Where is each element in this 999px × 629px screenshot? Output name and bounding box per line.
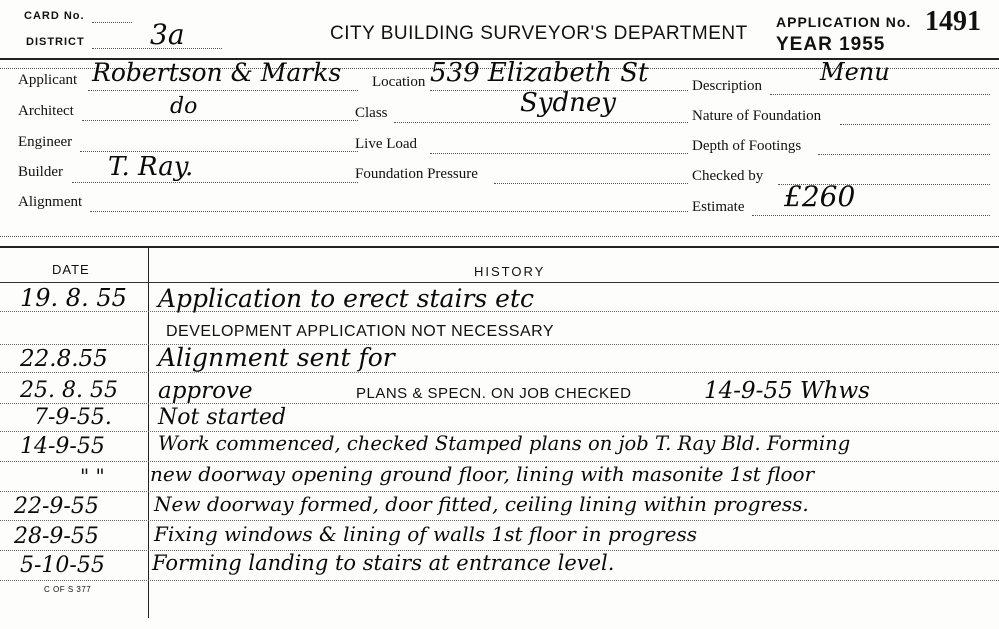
- alignment-line: [90, 211, 358, 212]
- estimate-line: [752, 215, 990, 216]
- history-row-text: approve: [158, 378, 253, 404]
- history-row-text: Work commenced, checked Stamped plans on job T. Ray Bld. Forming: [158, 432, 851, 455]
- date-column-divider: [148, 248, 149, 618]
- alignment-label: Alignment: [18, 194, 83, 210]
- nature-of-foundation-label: Nature of Foundation: [692, 108, 822, 124]
- history-row-text: Alignment sent for: [158, 343, 395, 372]
- history-row-date: 22.8.55: [20, 346, 108, 372]
- fields-bottom-rule: [0, 246, 999, 248]
- department-title: CITY BUILDING SURVEYOR'S DEPARTMENT: [330, 23, 748, 44]
- foundation-pressure-label: Foundation Pressure: [355, 166, 478, 182]
- history-row-text: New doorway formed, door fitted, ceiling lining within progress.: [154, 492, 809, 516]
- district-label: DISTRICT: [26, 36, 85, 48]
- estimate-value: £260: [784, 180, 856, 213]
- builder-label: Builder: [18, 164, 63, 180]
- checked-by-label: Checked by: [692, 168, 764, 184]
- application-label: APPLICATION No.: [776, 14, 912, 30]
- row-line: [0, 580, 999, 581]
- engineer-label: Engineer: [18, 134, 73, 150]
- nature-line: [840, 124, 990, 125]
- district-value: 3a: [150, 18, 185, 51]
- history-row-date: 28-9-55: [14, 524, 99, 549]
- history-header: HISTORY: [474, 264, 546, 279]
- row-line: [0, 344, 999, 345]
- fields-bottom-dotted: [0, 236, 999, 237]
- architect-label: Architect: [18, 103, 74, 119]
- architect-line: [82, 120, 358, 121]
- applicant-label: Applicant: [18, 72, 78, 88]
- history-row-text: Forming landing to stairs at entrance level.: [152, 551, 615, 575]
- history-row-text: Not started: [158, 405, 287, 430]
- location-value: 539 Elizabeth St: [430, 58, 649, 88]
- description-label: Description: [692, 78, 762, 94]
- date-header: DATE: [52, 262, 90, 277]
- foundation-pressure-line: [494, 183, 688, 184]
- form-code: C OF S 377: [44, 585, 92, 594]
- location-value-line2: Sydney: [520, 88, 616, 118]
- location-label: Location: [372, 74, 426, 90]
- alignment-line-2: [355, 211, 688, 212]
- class-line: [394, 122, 688, 123]
- history-row-date: 22-9-55: [14, 494, 99, 519]
- class-label: Class: [355, 105, 388, 121]
- year-label: YEAR 1955: [776, 34, 886, 55]
- application-number: 1491: [925, 6, 981, 37]
- applicant-value: Robertson & Marks: [92, 58, 342, 87]
- estimate-label: Estimate: [692, 199, 745, 215]
- development-application-stamp: DEVELOPMENT APPLICATION NOT NECESSARY: [166, 323, 555, 340]
- live-load-label: Live Load: [355, 136, 418, 152]
- history-row-date: 25. 8. 55: [20, 378, 118, 403]
- row-line: [0, 372, 999, 373]
- description-line: [770, 94, 990, 95]
- history-row-date: " ": [80, 464, 105, 488]
- architect-value: do: [170, 94, 198, 119]
- applicant-line: [88, 90, 358, 91]
- history-header-rule: [0, 282, 999, 283]
- description-value: Menu: [820, 58, 890, 86]
- history-row-date: 5-10-55: [20, 553, 105, 578]
- depth-line: [818, 154, 990, 155]
- live-load-line: [430, 153, 688, 154]
- history-row-text: Application to erect stairs etc: [158, 284, 535, 313]
- card-no-label: CARD No.: [24, 10, 85, 22]
- history-row-date: 19. 8. 55: [20, 284, 127, 312]
- history-row-text: new doorway opening ground floor, lining with masonite 1st floor: [150, 462, 815, 486]
- builder-value: T. Ray.: [108, 152, 194, 182]
- row-line: [0, 520, 999, 521]
- plans-checked-stamp: PLANS & SPECN. ON JOB CHECKED: [356, 385, 632, 402]
- builder-line: [72, 182, 358, 183]
- history-row-stamp-date: 14-9-55 Whws: [704, 378, 870, 404]
- history-row-date: 14-9-55: [20, 434, 105, 459]
- depth-of-footings-label: Depth of Footings: [692, 138, 802, 154]
- history-row-date: 7-9-55.: [34, 405, 112, 430]
- card-no-line: [92, 22, 132, 23]
- history-row-text: Fixing windows & lining of walls 1st floor in progress: [154, 522, 697, 546]
